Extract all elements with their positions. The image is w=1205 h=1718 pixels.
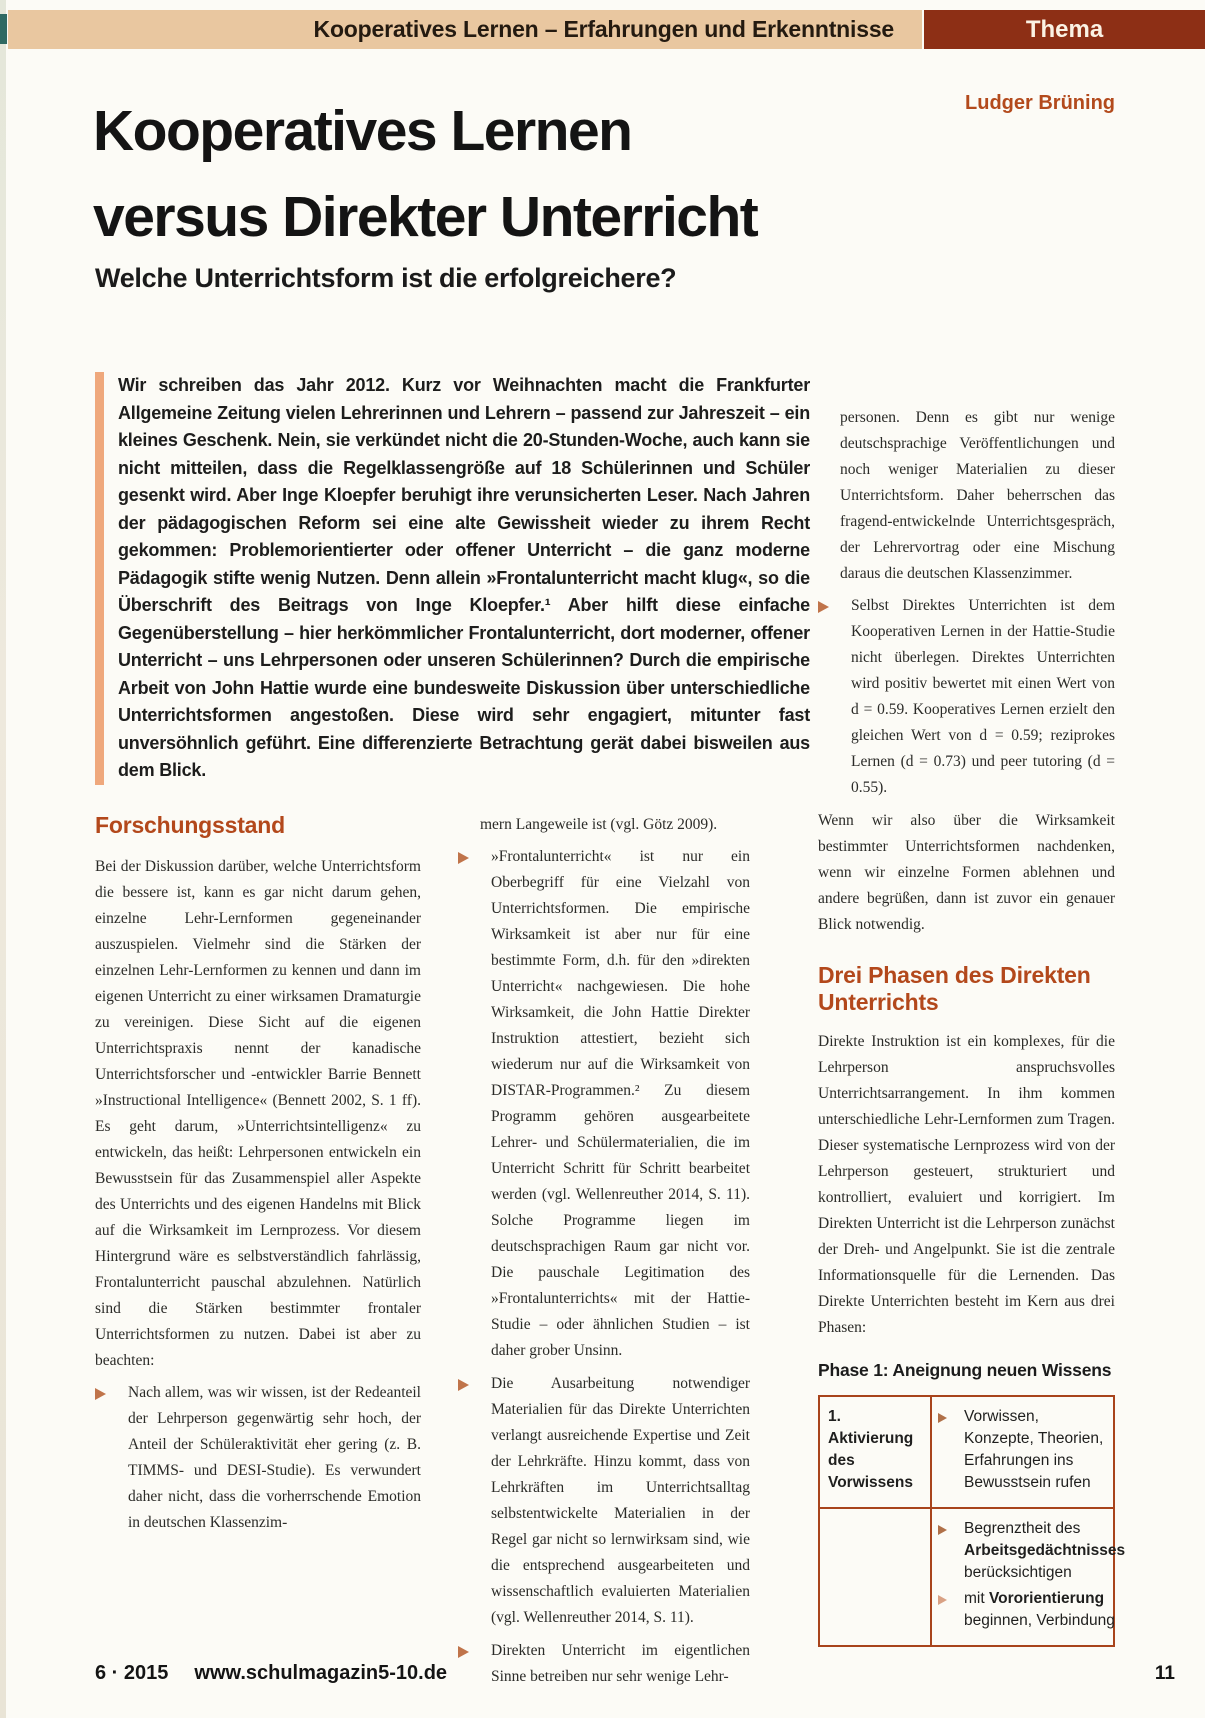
phase-table <box>818 1395 1126 1647</box>
col1-bullet-item <box>95 1380 421 1536</box>
table-bullet-text <box>964 1518 1125 1584</box>
table-bullet-item <box>938 1406 1107 1494</box>
col2-bullet1-text: »Frontalunterricht« ist nur ein Oberbegriff für eine Vielzahl von Unterrichtsformen. Die empirische Wirksamkeit ist aber nur für eine bestimmte Form, d.h. für den »direkten Unterricht« nachgewiesen. Die hohe Wirksamkeit, die John Hattie Direkter Instruktion attestiert, bezieht sich wiederum nur auf die Wirksamkeit von DISTAR-Programmen.² Zu diesem Programm gehören ausgearbeitete Lehrer- und Schülermaterialien, die im Unterricht Schritt für Schritt bearbeitet werden (vgl. Wellenreuther 2014, S. 11). Solche Programme liegen im deutschsprachigen Raum gar nicht vor. Die pauschale Legitimation des »Frontalunterrichts« mit der Hattie-Studie – oder ähnlichen Studien – ist daher grober Unsinn. <box>491 848 750 1359</box>
col2-bullet-item-1 <box>458 844 750 1364</box>
scan-edge-mark <box>0 14 7 44</box>
page-title <box>93 88 993 260</box>
header-band <box>8 10 922 49</box>
table-bullet-text-bold: Vororientierung <box>988 1590 1105 1607</box>
table-bullet-text <box>964 1588 1125 1632</box>
footer-website: www.schulmagazin5-10.de <box>194 1662 448 1684</box>
table-bullet-item <box>938 1518 1125 1584</box>
table-row-label: Aktivierung des Vorwissens <box>828 1430 914 1491</box>
col3-bullet1-text: Selbst Direktes Unterrichten ist dem Kooperativen Lernen in der Hattie-Studie nicht überlegen. Direktes Unterrichten wird positiv bewertet mit einen Wert von d = 0.59. Kooperatives Lernen erzielt den gleichen Wert von d = 0.59; reziprokes Lernen (d = 0.73) und peer tutoring (d = 0.55). <box>851 597 1115 796</box>
table-bullet-item <box>938 1588 1125 1632</box>
column-3 <box>818 405 1126 1647</box>
section-heading-drei-phasen: Drei Phasen des Direkten Unterrichts <box>818 962 1091 1015</box>
intro-paragraph: Wir schreiben das Jahr 2012. Kurz vor Weihnachten macht die Frankfurter Allgemeine Zeitung vielen Lehrerinnen und Lehrern – passend zur Jahreszeit – ein kleines Geschenk. Nein, sie verkündet nicht die 20-Stunden-Woche, auch kann sie nicht mitteilen, dass die Regelklassengröße auf 18 Schülerinnen und Schüler gesenkt wird. Aber Inge Kloepfer beruhigt ihre verunsicherten Leser. Nach Jahren der pädagogischen Reform sei eine alte Gewissheit wieder zu ihrem Recht gekommen: Problemorientierter oder offener Unterricht – die ganz moderne Pädagogik stifte wenig Nutzen. Denn allein »Frontalunterricht macht klug«, so die Überschrift des Beitrags von Inge Kloepfer.¹ Aber hilft diese einfache Gegenüberstellung – hier herkömmlicher Frontalunterricht, dort moderner, offener Unterricht – uns Lehrpersonen oder unseren Schülerinnen? Durch die empirische Arbeit von John Hattie wurde eine bundesweite Diskussion über unterschiedliche Unterrichtsformen angestoßen. Diese wird sehr engagiert, mitunter fast unversöhnlich geführt. Eine differenzierte Betrachtung gerät dabei bisweilen aus dem Blick. <box>95 372 810 785</box>
bullet-triangle-icon <box>938 1413 957 1423</box>
table-cell-activation <box>820 1397 932 1507</box>
table-row-2 <box>820 1509 1126 1645</box>
page-title-line2: versus Direkter Unterricht <box>93 185 758 249</box>
bullet-triangle-icon <box>458 1646 481 1658</box>
section-heading-forschungsstand: Forschungsstand <box>95 812 285 838</box>
col3-bullet-item-1 <box>818 593 1115 801</box>
table-bullet-text-bold: Arbeitsgedächtnisses <box>964 1542 1126 1559</box>
table-bullet-text-pre: Begrenztheit des <box>964 1520 1081 1537</box>
table-bullet-text-pre: mit <box>964 1590 989 1607</box>
bullet-triangle-icon <box>938 1595 957 1605</box>
header-strip-title: Kooperatives Lernen – Erfahrungen und Erkenntnisse <box>313 16 894 42</box>
col1-paragraph: Bei der Diskussion darüber, welche Unterrichtsform die bessere ist, kann es gar nicht darum gehen, einzelne Lehr-Lernformen gegeneinander auszuspielen. Vielmehr sind die Stärken der einzelnen Lehr-Lernformen zu kennen und dann im eigenen Unterricht zu einer wirksamen Dramaturgie zu vereinigen. Diese Sicht auf die eigenen Unterrichtspraxis nennt der kanadische Unterrichtsforscher und -entwickler Barrie Bennett »Instructional Intelligence« (Bennett 2002, S. 1 ff). Es geht darum, »Unterrichtsintelligenz« zu entwickeln, das heißt: Lehrpersonen entwickeln ein Bewusstsein für das Zusammenspiel aller Aspekte des Unterrichts und des eigenen Handelns mit Blick auf die Wirksamkeit im Lernprozess. Vor diesem Hintergrund wäre es selbstverständlich fahrlässig, Frontalunterricht pauschal abzulehnen. Natürlich sind die Stärken bestimmter frontaler Unterrichtsformen zu nutzen. Dabei ist aber zu beachten: <box>95 858 421 1369</box>
author-byline: Ludger Brüning <box>965 92 1115 114</box>
column-2 <box>458 812 750 1697</box>
col2-continuation: mern Langeweile ist (vgl. Götz 2009). <box>480 816 718 833</box>
phase-1-subheading: Phase 1: Aneignung neuen Wissens <box>818 1360 1112 1380</box>
page-subtitle: Welche Unterrichtsform ist die erfolgreichere? <box>95 263 677 293</box>
table-bullet-text-post: berücksichtigen <box>964 1564 1072 1581</box>
bullet-triangle-icon <box>95 1388 118 1400</box>
table-cell-empty <box>820 1509 932 1645</box>
col2-bullet-item-2 <box>458 1371 750 1631</box>
footer-issue: 6 · 2015 <box>95 1662 169 1684</box>
bullet-triangle-icon <box>458 852 481 864</box>
table-bullet-text-post: beginnen, Verbindung <box>964 1612 1115 1629</box>
table-row-1 <box>820 1397 1113 1509</box>
bullet-triangle-icon <box>818 601 841 613</box>
bullet-triangle-icon <box>458 1379 481 1391</box>
table-bullet-text: Vorwissen, Konzepte, Theorien, Erfahrungen ins Bewusstsein rufen <box>964 1408 1104 1491</box>
page-footer <box>95 1662 1175 1685</box>
table-cell-row1-content <box>932 1397 1113 1507</box>
thema-badge-label: Thema <box>1025 15 1104 43</box>
footer-page-number: 11 <box>1154 1663 1175 1684</box>
col3-paragraph-2: Direkte Instruktion ist ein komplexes, für die Lehrperson anspruchsvolles Unterrichtsarrangement. In ihm kommen unterschiedliche Lehr-Lernformen zum Tragen. Dieser systematische Lernprozess wird von der Lehrperson gesteuert, strukturiert und kontrolliert, evaluiert und korrigiert. Im Direkten Unterricht ist die Lehrperson zunächst der Dreh- und Angelpunkt. Sie ist die zentrale Informationsquelle für die Lernenden. Das Direkte Unterrichten besteht im Kern aus drei Phasen: <box>818 1033 1115 1336</box>
table-cell-row2-content <box>932 1509 1131 1645</box>
col1-bullet-text: Nach allem, was wir wissen, ist der Redeanteil der Lehrperson gegenwärtig sehr hoch, der Anteil der Schüleraktivität eher gering (z. B. TIMMS- und DESI-Studie). Es verwundert daher nicht, dass die vorherrschende Emotion in deutschen Klassenzim- <box>128 1384 421 1531</box>
scan-edge-strip <box>0 0 6 1718</box>
col3-continuation: personen. Denn es gibt nur wenige deutschsprachige Veröffentlichungen und noch weniger Materialien zu dieser Unterrichtsform. Daher beherrschen das fragend-entwickelnde Unterrichtsgespräch, der Lehrervortrag oder eine Mischung daraus die deutschen Klassenzimmer. <box>840 409 1115 582</box>
table-row-number: 1. <box>828 1408 841 1425</box>
bullet-triangle-icon <box>938 1525 957 1535</box>
thema-badge <box>924 10 1205 49</box>
col2-bullet3-text: Direkten Unterricht im eigentlichen Sinne betreiben nur sehr wenige Lehr- <box>491 1642 750 1685</box>
col3-paragraph-1: Wenn wir also über die Wirksamkeit bestimmter Unterrichtsformen nachdenken, wenn wir einzelne Formen ablehnen und andere begrüßen, dann ist zuvor ein genauer Blick notwendig. <box>818 812 1115 933</box>
page-title-line1: Kooperatives Lernen <box>93 99 632 163</box>
col2-bullet2-text: Die Ausarbeitung notwendiger Materialien für das Direkte Unterrichten verlangt ausreichende Expertise und Zeit der Lehrkräfte. Hinzu kommt, dass von Lehrkräften im Unterrichtsalltag selbstentwickelte Materialien in der Regel gar nicht so lernwirksam sind, wie die entsprechend ausgearbeiteten und wissenschaftlich evaluierten Materialien (vgl. Wellenreuther 2014, S. 11). <box>491 1375 750 1626</box>
column-1 <box>95 812 421 1543</box>
